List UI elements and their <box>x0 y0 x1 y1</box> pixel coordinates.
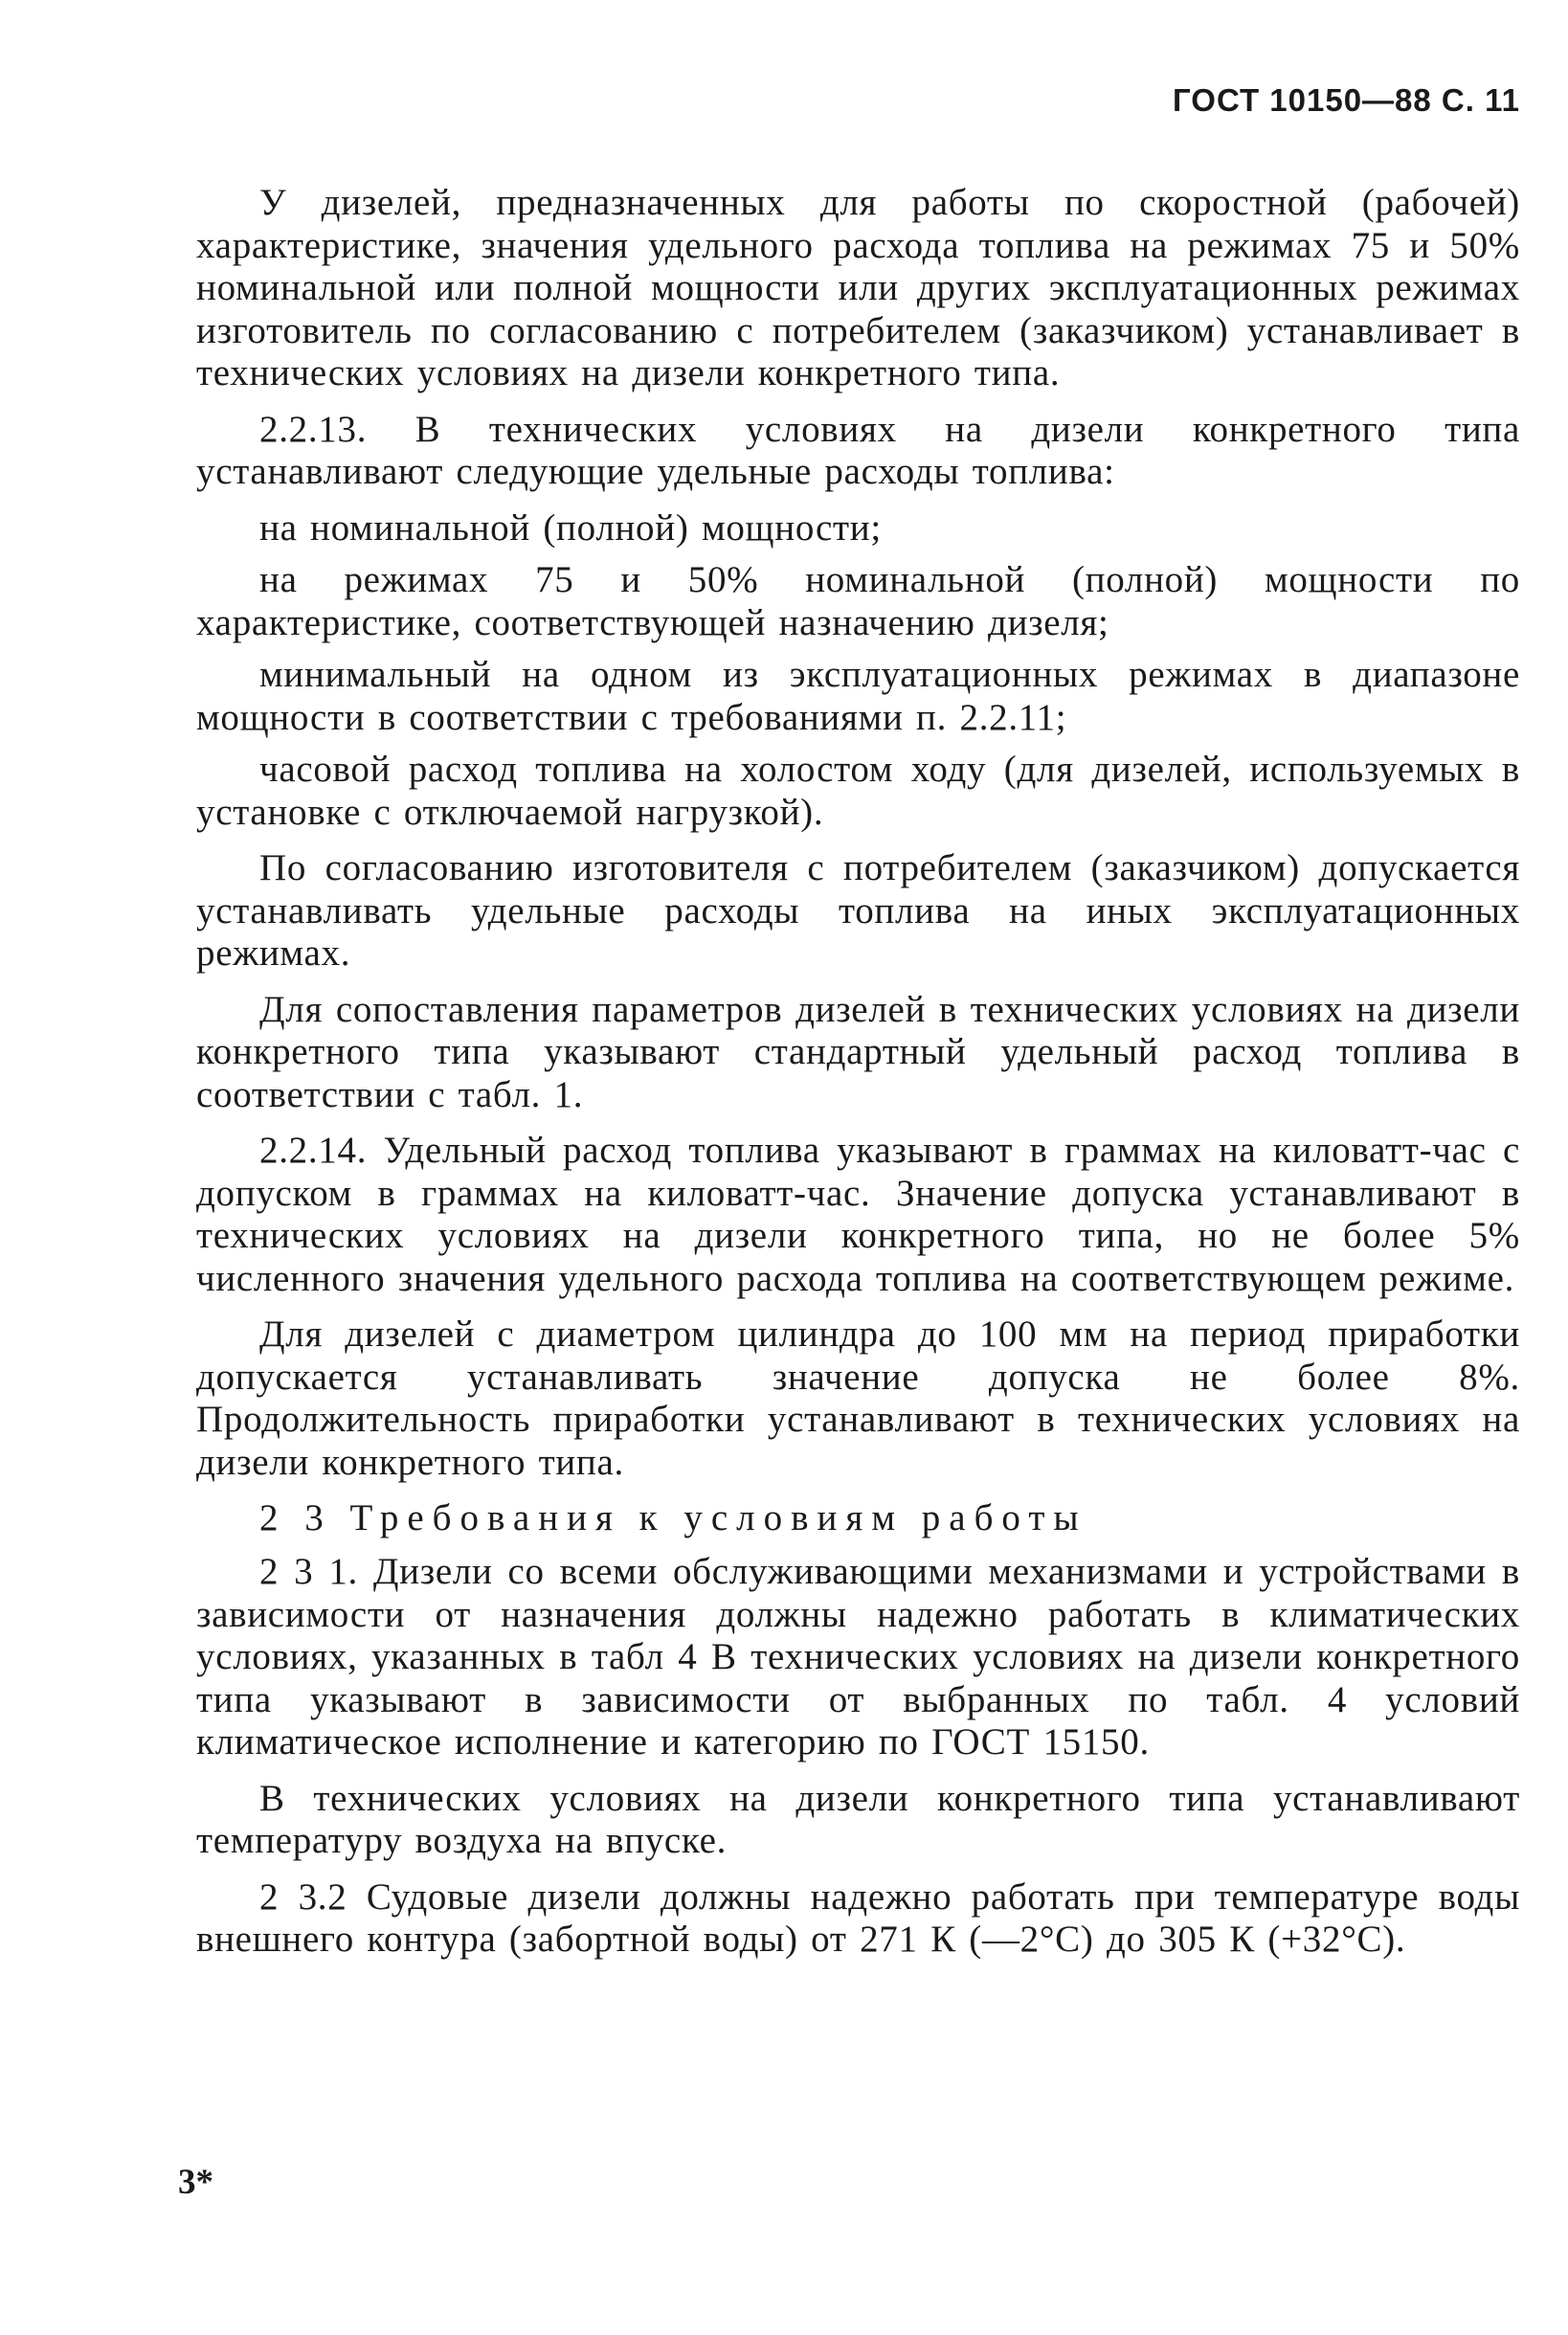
paragraph: 2.2.14. Удельный расход топлива указывают в граммах на киловатт-час с допуском в граммах на киловатт-час. Значение допуска устанавливают в технических условиях на дизели конкретного типа, но не более 5% численного значения удельного расхода топлива на соответствующем режиме. <box>196 1130 1520 1299</box>
section-heading: 2 3 Требования к условиям работы <box>259 1497 1087 1538</box>
paragraph: Для дизелей с диаметром цилиндра до 100 мм на период приработки допускается устанавливать значение допуска не более 8%. Продолжительность приработки устанавливают в технических условиях на дизели конкретного типа. <box>196 1313 1520 1483</box>
list-item: часовой расход топлива на холостом ходу (для дизелей, используемых в установке с отключаемой нагрузкой). <box>196 749 1520 833</box>
paragraph: У дизелей, предназначенных для работы по скоростной (рабочей) характеристике, значения удельного расхода топлива на режимах 75 и 50% номинальной или полной мощности или других эксплуатационных режимах изготовитель по согласованию с потребителем (заказчиком) устанавливает в технических условиях на дизели конкретного типа. <box>196 182 1520 393</box>
paragraph: 2 3.2 Судовые дизели должны надежно работать при температуре воды внешнего контура (забортной воды) от 271 К (—2°С) до 305 К (+32°С). <box>196 1875 1520 1960</box>
paragraph: 2 3 1. Дизели со всеми обслуживающими механизмами и устройствами в зависимости от назначения должны надежно работать в климатических условиях, указанных в табл 4 В технических условиях на дизели конкретного типа указывают в зависимости от выбранных по табл. 4 условий климатическое исполнение и категорию по ГОСТ 15150. <box>196 1551 1520 1762</box>
list-item: на режимах 75 и 50% номинальной (полной) мощности по характеристике, соответствующей назначению дизеля; <box>196 559 1520 643</box>
list-item: на номинальной (полной) мощности; <box>259 506 882 549</box>
list-item: минимальный на одном из эксплуатационных режимах в диапазоне мощности в соответствии с требованиями п. 2.2.11; <box>196 654 1520 738</box>
paragraph: В технических условиях на дизели конкретного типа устанавливают температуру воздуха на впуске. <box>196 1777 1520 1861</box>
paragraph: Для сопоставления параметров дизелей в технических условиях на дизели конкретного типа указывают стандартный удельный расход топлива в соответствии с табл. 1. <box>196 988 1520 1115</box>
body-text <box>196 182 1520 1975</box>
page-header: ГОСТ 10150—88 С. 11 <box>1173 82 1520 118</box>
page-mark: 3* <box>178 2163 213 2202</box>
paragraph: По согласованию изготовителя с потребителем (заказчиком) допускается устанавливать удельные расходы топлива на иных эксплуатационных режимах. <box>196 847 1520 974</box>
paragraph: 2.2.13. В технических условиях на дизели конкретного типа устанавливают следующие удельные расходы топлива: <box>196 408 1520 492</box>
